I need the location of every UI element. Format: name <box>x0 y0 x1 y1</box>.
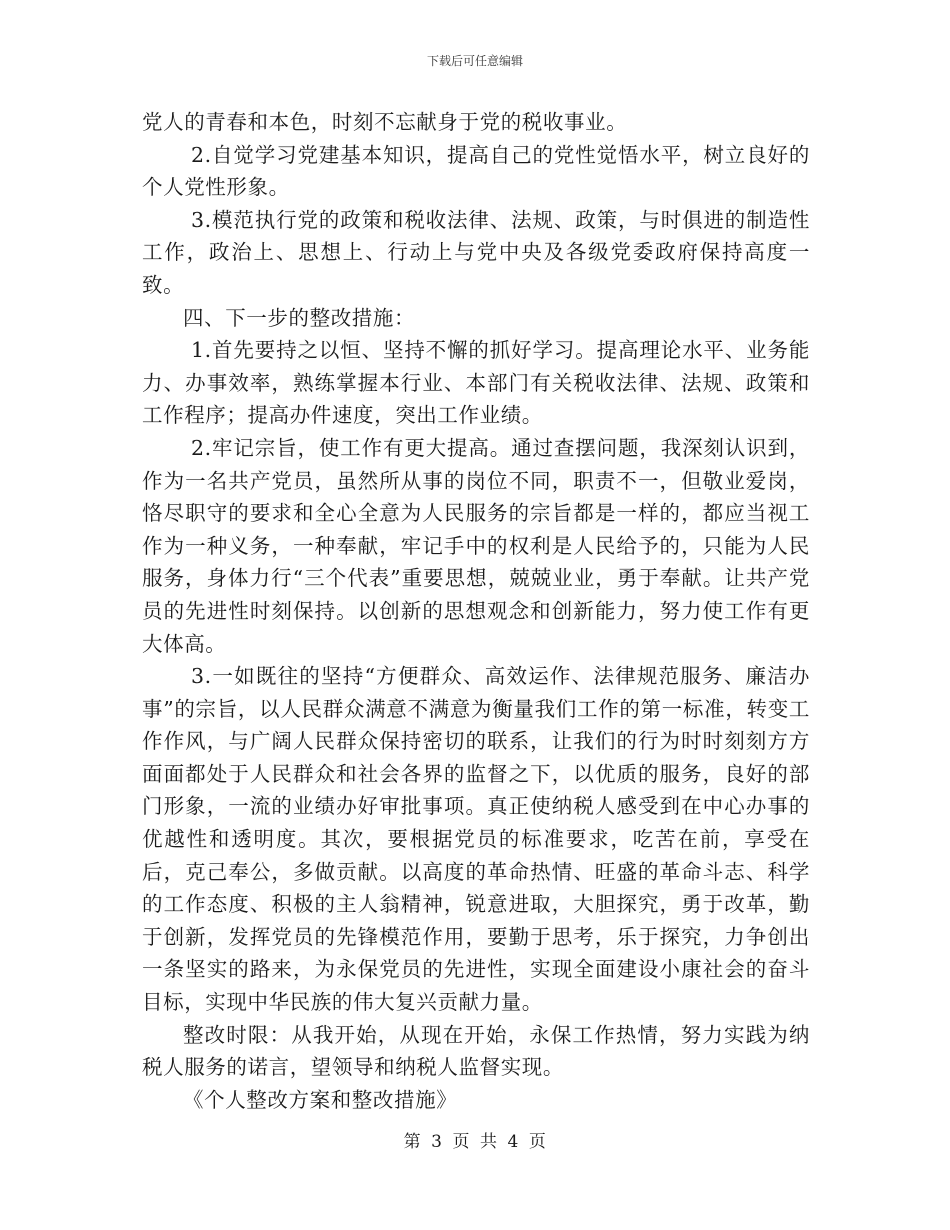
page-current: 3 <box>431 1132 443 1152</box>
document-title-reference: 《个人整改方案和整改措施》 <box>183 1087 458 1112</box>
page-header: 下载后可任意编辑 <box>426 54 523 68</box>
page-total-label: 页 <box>528 1132 547 1152</box>
paragraph-continuation: 党人的青春和本色，时刻不忘献身于党的税收事业。 <box>142 110 628 134</box>
paragraph-item-3: 3.模范执行党的政策和税收法律、法规、政策，与时俱进的制造性工作，政治上、思想上、行动上与党中央及各级党委政府保持高度一致。 <box>142 207 810 297</box>
page-footer <box>0 1127 950 1152</box>
section-heading: 四、下一步的整改措施： <box>183 305 416 330</box>
paragraph-deadline: 整改时限：从我开始，从现在开始，永保工作热情，努力实践为纳税人服务的诺言，望领导和纳税人监督实现。 <box>142 1022 810 1080</box>
page-total: 4 <box>507 1132 519 1152</box>
page-prefix: 第 <box>403 1132 422 1152</box>
page-label: 页 <box>452 1132 470 1152</box>
document-body <box>142 106 810 1116</box>
paragraph-measure-3: 3.一如既往的坚持“方便群众、高效运作、法律规范服务、廉洁办事”的宗旨，以人民群众满意不满意为衡量我们工作的第一标准，转变工作作风，与广阔人民群众保持密切的联系，让我们的行为时时刻刻方方面面都处于人民群众和社会各界的监督之下，以优质的服务，良好的部门形象，一流的业绩办好审批事项。真正使纳税人感受到在中心办事的优越性和透明度。其次，要根据党员的标准要求，吃苦在前，享受在后，克己奉公，多做贡献。以高度的革命热情、旺盛的革命斗志、科学的工作态度、积极的主人翁精神，锐意进取，大胆探究，勇于改革，勤于创新，发挥党员的先锋模范作用，要勤于思考，乐于探究，力争创出一条坚实的路来，为永保党员的先进性，实现全面建设小康社会的奋斗目标，实现中华民族的伟大复兴贡献力量。 <box>142 664 810 1015</box>
paragraph-measure-2: 2.牢记宗旨，使工作有更大提高。通过查摆问题，我深刻认识到，作为一名共产党员，虽然所从事的岗位不同，职责不一，但敬业爱岗，恪尽职守的要求和全心全意为人民服务的宗旨都是一样的，都应当视工作为一种义务，一种奉献，牢记手中的权利是人民给予的，只能为人民服务，身体力行“三个代表”重要思想，兢兢业业，勇于奉献。让共产党员的先进性时刻保持。以创新的思想观念和创新能力，努力使工作有更大体高。 <box>142 435 810 656</box>
page-total-prefix: 共 <box>480 1132 498 1152</box>
paragraph-item-2: 2.自觉学习党建基本知识，提高自己的党性觉悟水平，树立良好的个人党性形象。 <box>142 142 810 200</box>
paragraph-measure-1: 1.首先要持之以恒、坚持不懈的抓好学习。提高理论水平、业务能力、办事效率，熟练掌握本行业、本部门有关税收法律、法规、政策和工作程序；提高办件速度，突出工作业绩。 <box>142 338 810 428</box>
